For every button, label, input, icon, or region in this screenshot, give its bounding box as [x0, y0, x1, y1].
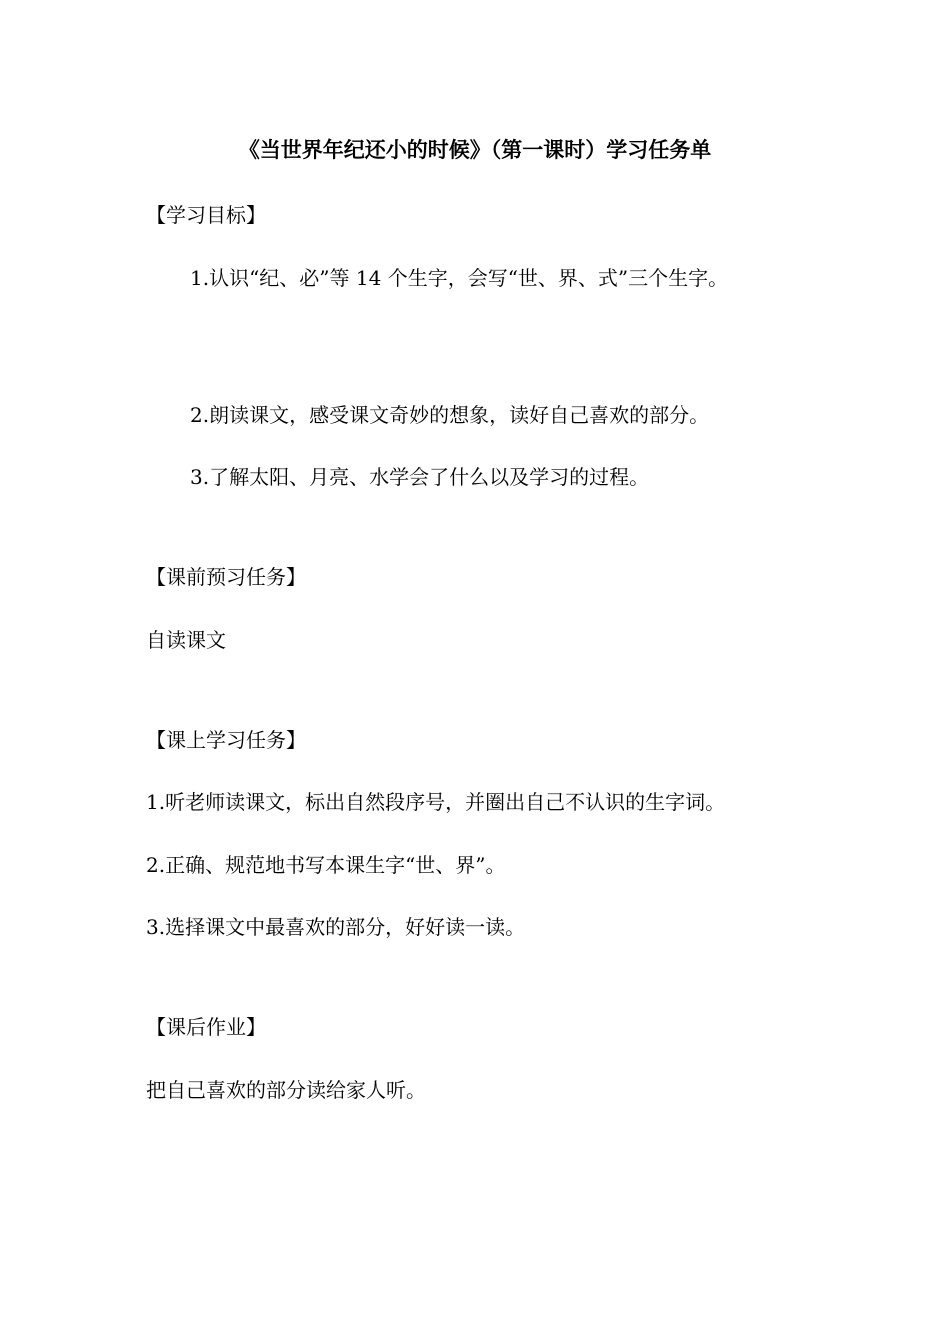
learning-goal-item: 2.朗读课文，感受课文奇妙的想象，读好自己喜欢的部分。	[190, 403, 710, 427]
class-task-item: 3.选择课文中最喜欢的部分，好好读一读。	[146, 915, 526, 939]
learning-goal-item: 3.了解太阳、月亮、水学会了什么以及学习的过程。	[190, 465, 650, 489]
section-heading-class-tasks: 【课上学习任务】	[146, 728, 306, 752]
class-task-item: 2.正确、规范地书写本课生字“世、界”。	[146, 853, 506, 877]
learning-goal-item: 1.认识“纪、必”等 14 个生字，会写“世、界、式”三个生字。	[190, 266, 729, 290]
section-heading-learning-goals: 【学习目标】	[146, 203, 266, 227]
section-heading-preview-tasks: 【课前预习任务】	[146, 565, 306, 589]
section-heading-homework: 【课后作业】	[146, 1015, 266, 1039]
homework-item: 把自己喜欢的部分读给家人听。	[146, 1078, 426, 1102]
document-title: 《当世界年纪还小的时候》（第一课时）学习任务单	[238, 138, 712, 162]
class-task-item: 1.听老师读课文，标出自然段序号，并圈出自己不认识的生字词。	[146, 790, 726, 814]
preview-task-item: 自读课文	[146, 628, 226, 652]
